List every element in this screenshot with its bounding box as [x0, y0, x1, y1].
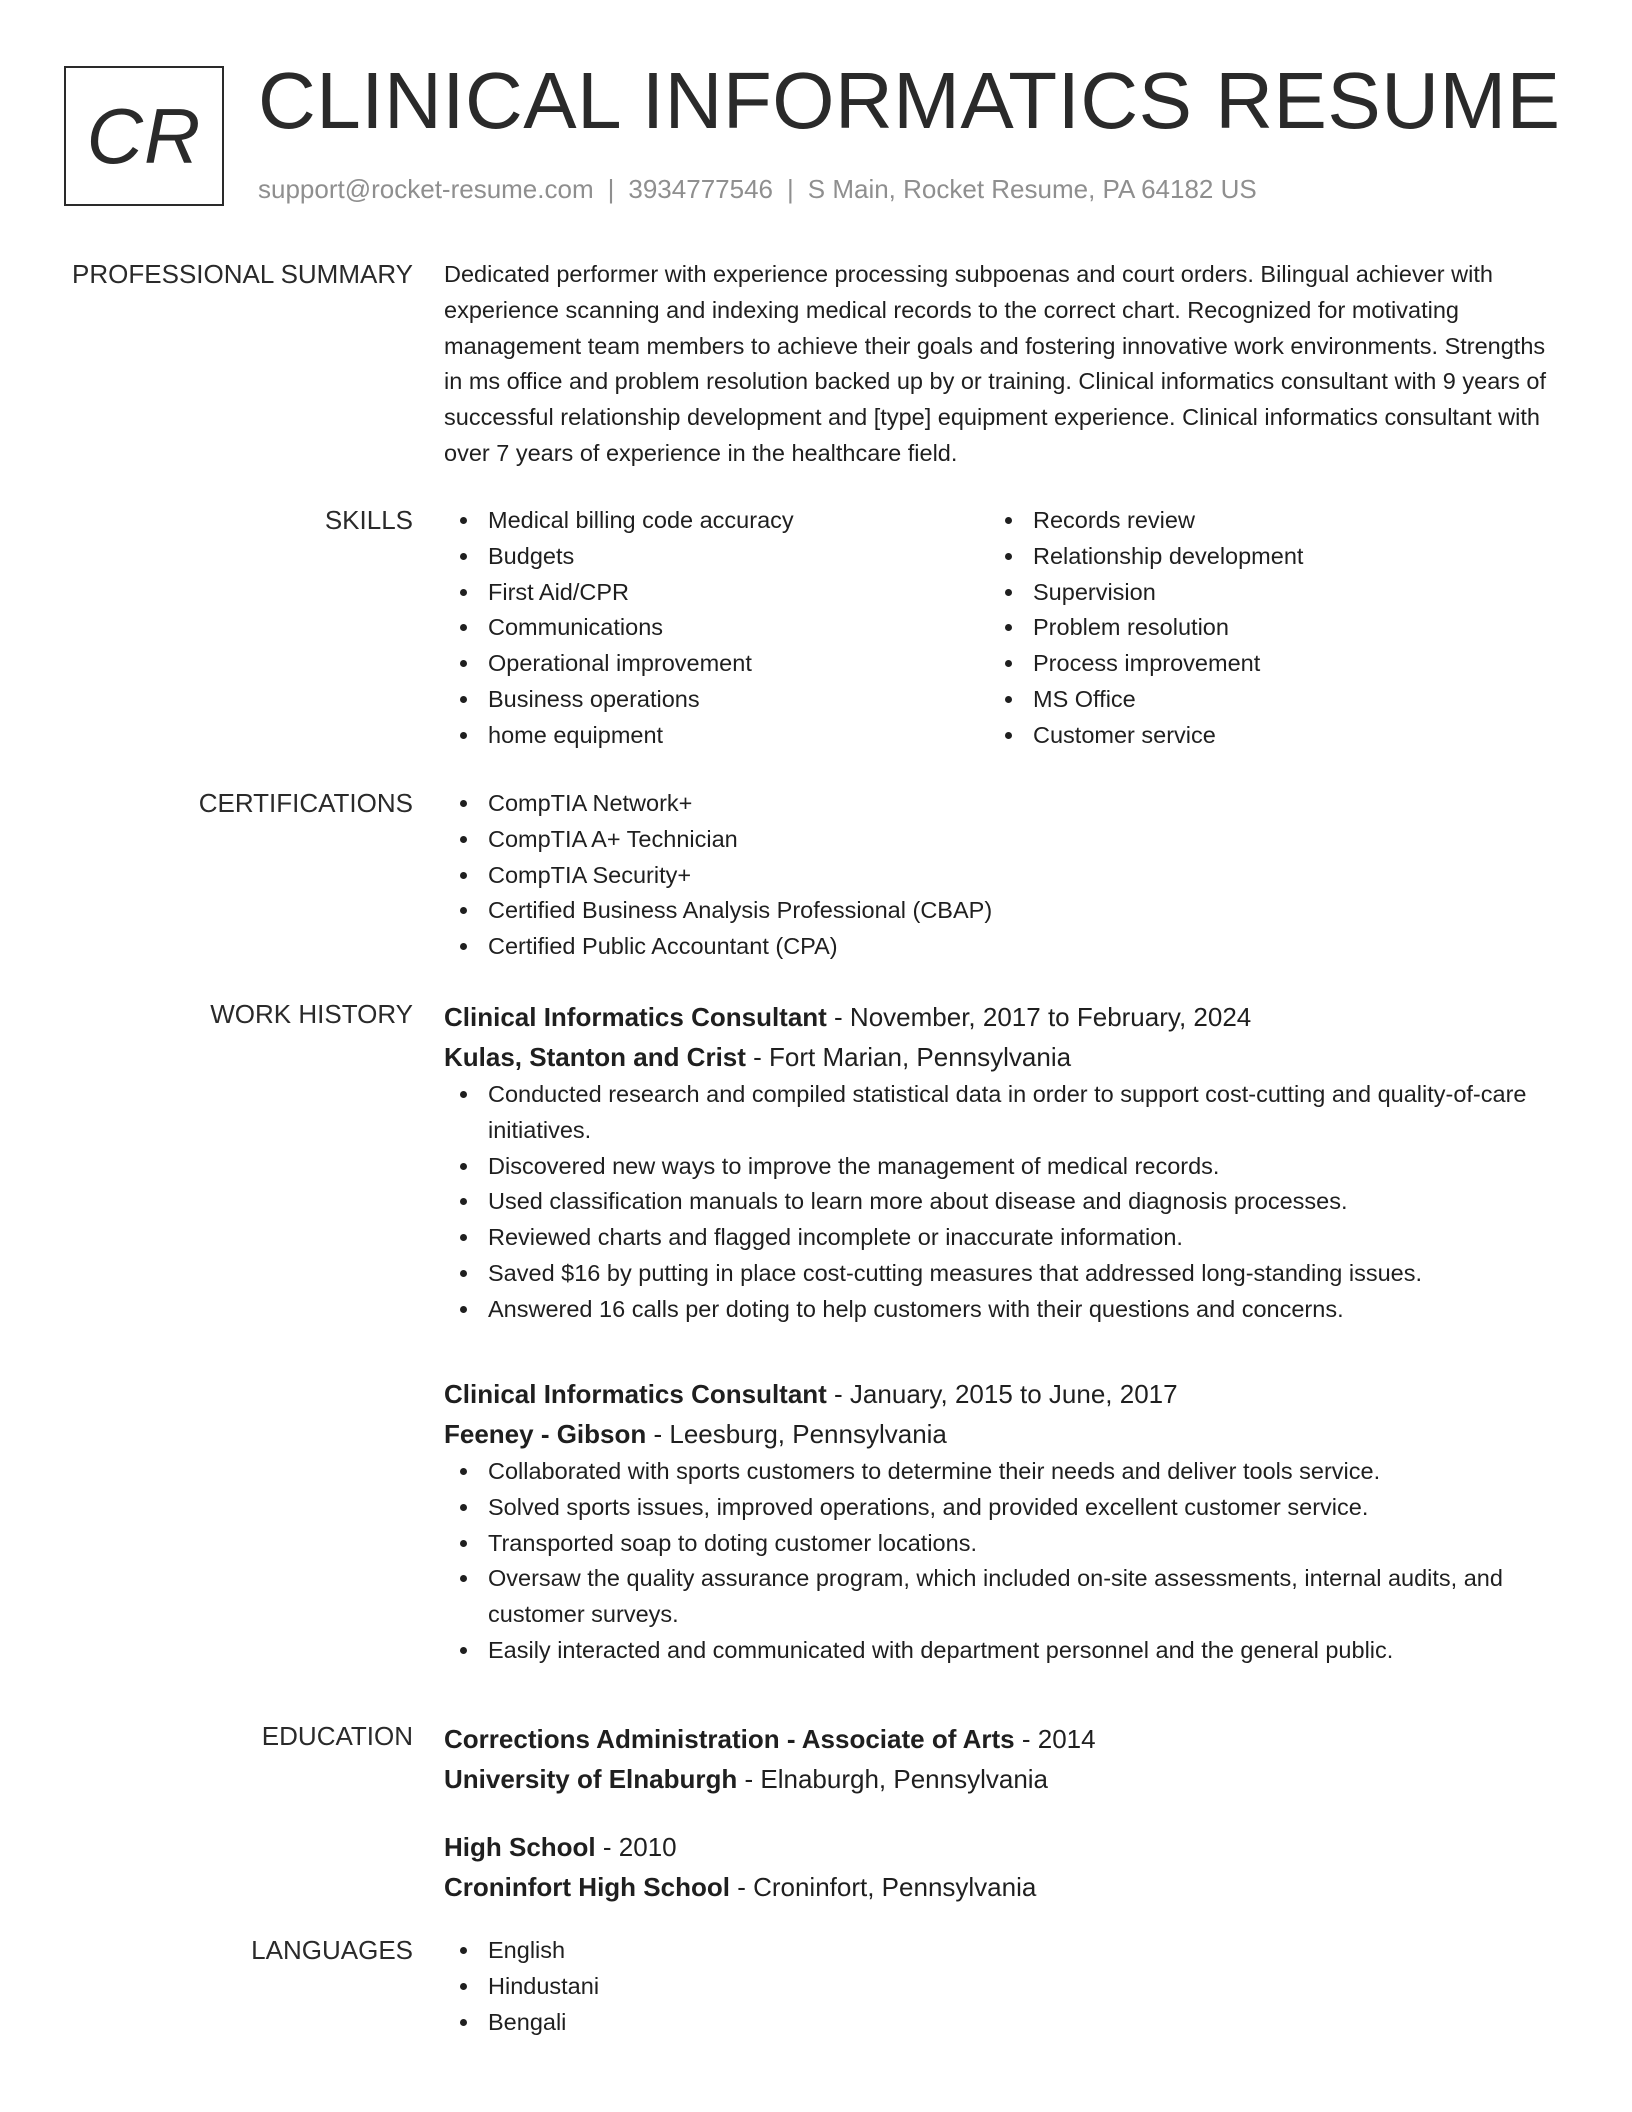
job-title-line	[444, 1374, 1554, 1414]
work-history-heading: WORK HISTORY	[210, 999, 413, 1029]
summary-heading: PROFESSIONAL SUMMARY	[72, 259, 413, 289]
job-duties-list	[444, 1077, 1554, 1328]
list-item: MS Office	[989, 682, 1534, 718]
list-item: Oversaw the quality assurance program, which included on-site assessments, internal audits, and customer surveys.	[444, 1561, 1554, 1633]
list-item: Supervision	[989, 575, 1534, 611]
list-item: Conducted research and compiled statistical data in order to support cost-cutting and quality-of-care initiatives.	[444, 1077, 1554, 1149]
job-company-line	[444, 1037, 1554, 1077]
graduation-year: - 2014	[1014, 1724, 1096, 1754]
list-item: Certified Business Analysis Professional (CBAP)	[444, 893, 1554, 929]
job-company: Kulas, Stanton and Crist	[444, 1042, 746, 1072]
list-item: Reviewed charts and flagged incomplete or inaccurate information.	[444, 1220, 1554, 1256]
list-item: Collaborated with sports customers to determine their needs and deliver tools service.	[444, 1454, 1554, 1490]
list-item: home equipment	[444, 718, 989, 754]
list-item: Process improvement	[989, 646, 1534, 682]
education-body	[444, 1719, 1554, 1799]
education-entry	[444, 1827, 1554, 1907]
list-item: Operational improvement	[444, 646, 989, 682]
contact-email: support@rocket-resume.com	[258, 174, 594, 204]
education-entry	[444, 1719, 1554, 1799]
contact-separator: |	[787, 174, 794, 204]
job-location: - Fort Marian, Pennsylvania	[745, 1042, 1072, 1072]
job-entry	[444, 1374, 1554, 1669]
job-company-line	[444, 1414, 1554, 1454]
skills-columns	[444, 503, 1554, 754]
list-item: CompTIA Network+	[444, 786, 1554, 822]
list-item: Relationship development	[989, 539, 1534, 575]
job-company: Feeney - Gibson	[444, 1419, 647, 1449]
job-title: Clinical Informatics Consultant	[444, 1002, 827, 1032]
certifications-list	[444, 786, 1554, 965]
monogram-initials: CR	[86, 91, 202, 180]
school-location: - Elnaburgh, Pennsylvania	[737, 1764, 1049, 1794]
education-body-2	[444, 1827, 1554, 1907]
list-item: Solved sports issues, improved operations, and provided excellent customer service.	[444, 1490, 1554, 1526]
degree: Corrections Administration - Associate of Arts	[444, 1724, 1015, 1754]
list-item: Used classification manuals to learn more about disease and diagnosis processes.	[444, 1184, 1554, 1220]
list-item: CompTIA A+ Technician	[444, 822, 1554, 858]
skills-heading: SKILLS	[324, 505, 413, 535]
degree: High School	[444, 1832, 596, 1862]
list-item: Records review	[989, 503, 1534, 539]
list-item: Bengali	[444, 2005, 1554, 2041]
school-line	[444, 1867, 1554, 1907]
school-location: - Croninfort, Pennsylvania	[729, 1872, 1037, 1902]
languages-heading: LANGUAGES	[251, 1935, 413, 1965]
job-dates: - January, 2015 to June, 2017	[826, 1379, 1178, 1409]
list-item: Customer service	[989, 718, 1534, 754]
contact-phone: 3934777546	[628, 174, 773, 204]
summary-text: Dedicated performer with experience processing subpoenas and court orders. Bilingual achiever with experience scanning and indexing medical records to the correct chart. Recognized for motivating management team members to achieve their goals and fostering innovative work environments. Strengths in ms office and problem resolution backed up by or training. Clinical informatics consultant with 9 years of successful relationship development and [type] equipment experience. Clinical informatics consultant with over 7 years of experience in the healthcare field.	[444, 261, 1546, 466]
list-item: Problem resolution	[989, 610, 1534, 646]
list-item: Certified Public Accountant (CPA)	[444, 929, 1554, 965]
work-history-body-2	[444, 1374, 1554, 1669]
contact-separator: |	[607, 174, 615, 204]
contact-address: S Main, Rocket Resume, PA 64182 US	[807, 174, 1257, 204]
job-dates: - November, 2017 to February, 2024	[826, 1002, 1252, 1032]
certifications-body	[444, 786, 1554, 965]
contact-line	[258, 174, 1257, 205]
certifications-heading: CERTIFICATIONS	[198, 788, 413, 818]
languages-list	[444, 1933, 1554, 2040]
resume-title: CLINICAL INFORMATICS RESUME	[258, 56, 1561, 145]
list-item: English	[444, 1933, 1554, 1969]
school-name: Croninfort High School	[444, 1872, 730, 1902]
list-item: Discovered new ways to improve the management of medical records.	[444, 1149, 1554, 1185]
job-entry	[444, 997, 1554, 1328]
summary-body	[444, 257, 1554, 472]
school-name: University of Elnaburgh	[444, 1764, 738, 1794]
graduation-year: - 2010	[595, 1832, 677, 1862]
monogram-box	[64, 66, 224, 206]
skills-list-right	[989, 503, 1534, 754]
degree-line	[444, 1719, 1554, 1759]
degree-line	[444, 1827, 1554, 1867]
list-item: Hindustani	[444, 1969, 1554, 2005]
work-history-body	[444, 997, 1554, 1328]
job-title-line	[444, 997, 1554, 1037]
languages-body	[444, 1933, 1554, 2040]
list-item: Business operations	[444, 682, 989, 718]
list-item: Medical billing code accuracy	[444, 503, 989, 539]
list-item: Easily interacted and communicated with department personnel and the general public.	[444, 1633, 1554, 1669]
list-item: First Aid/CPR	[444, 575, 989, 611]
education-heading: EDUCATION	[261, 1721, 413, 1751]
list-item: CompTIA Security+	[444, 858, 1554, 894]
job-duties-list	[444, 1454, 1554, 1669]
job-location: - Leesburg, Pennsylvania	[646, 1419, 947, 1449]
list-item: Budgets	[444, 539, 989, 575]
school-line	[444, 1759, 1554, 1799]
job-title: Clinical Informatics Consultant	[444, 1379, 827, 1409]
list-item: Communications	[444, 610, 989, 646]
list-item: Saved $16 by putting in place cost-cutting measures that addressed long-standing issues.	[444, 1256, 1554, 1292]
list-item: Answered 16 calls per doting to help customers with their questions and concerns.	[444, 1292, 1554, 1328]
list-item: Transported soap to doting customer locations.	[444, 1526, 1554, 1562]
skills-list-left	[444, 503, 989, 754]
